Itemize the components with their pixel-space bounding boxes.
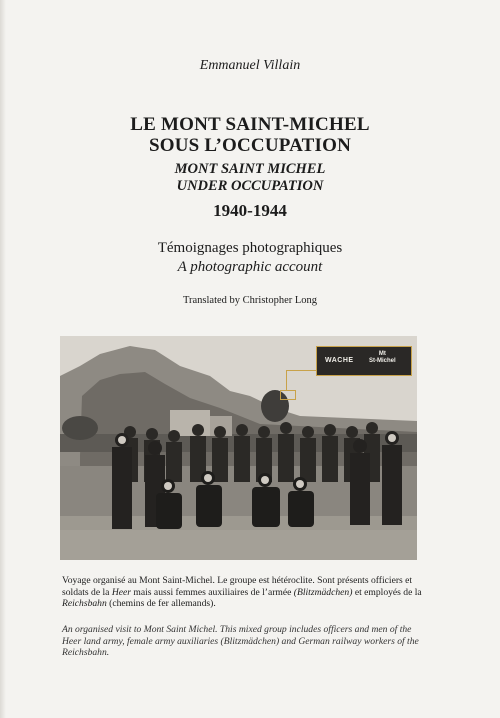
title-french (0, 114, 500, 156)
sign-place-line-2: St-Michel (369, 358, 396, 364)
caption-french-line-3: Reichsbahn (chemins de fer allemands). (62, 598, 216, 610)
page-binding-shadow (0, 0, 6, 718)
caption-french-line-1: Voyage organisé au Mont Saint-Michel. Le groupe est hétéroclite. Sont présents officiers et (62, 575, 413, 586)
title-english-line-1: MONT SAINT MICHEL (174, 161, 326, 177)
sign-place-line-1: Mt (378, 351, 386, 357)
date-range: 1940-1944 (213, 201, 287, 220)
sign-word: WACHE (325, 357, 354, 364)
title-english-line-2: UNDER OCCUPATION (176, 178, 324, 194)
sign-callout-line (286, 370, 317, 391)
group-photograph (60, 336, 417, 560)
subtitle-french: Témoignages photographiques (157, 240, 343, 256)
author-name: Emmanuel Villain (199, 58, 301, 73)
title-french-line-2: SOUS L’OCCUPATION (148, 135, 352, 156)
sign-place (369, 351, 396, 365)
caption-english-line-2: Heer land army, female army auxiliaries (Blitzmädchen) and German railway workers of the (62, 635, 419, 647)
caption-english-line-3: Reichsbahn. (62, 647, 110, 659)
caption-french-line-2: soldats de la Heer mais aussi femmes auxiliaires de l’armée (Blitzmädchen) et employés de la (62, 586, 422, 598)
title-english (0, 161, 500, 195)
caption-english (62, 624, 422, 659)
sign-location-marker (280, 390, 296, 400)
subtitle-english: A photographic account (177, 259, 323, 275)
caption-french (62, 575, 422, 610)
caption-english-line-1: An organised visit to Mont Saint Michel. This mixed group includes officers and men of the (62, 624, 412, 635)
title-french-line-1: LE MONT SAINT-MICHEL (130, 114, 370, 135)
translator-credit: Translated by Christopher Long (182, 295, 318, 306)
wache-sign-inset (316, 346, 412, 376)
